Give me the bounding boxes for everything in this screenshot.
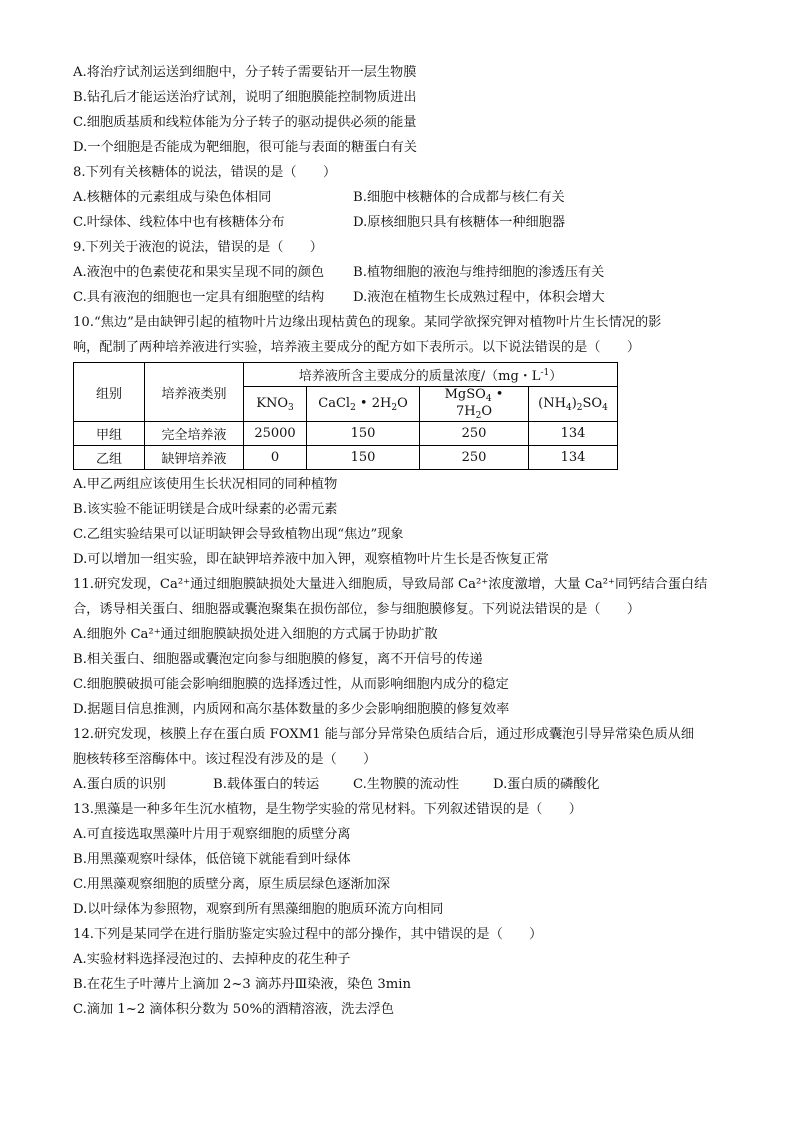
q11-option-c: C.细胞膜破损可能会影响细胞膜的选择透过性，从而影响细胞内成分的稳定 <box>73 677 509 692</box>
q8-options-row1 <box>73 185 733 210</box>
q9-stem: 9.下列关于液泡的说法，错误的是（ ） <box>73 240 323 255</box>
q10-option-b: B.该实验不能证明镁是合成叶绿素的必需元素 <box>73 502 338 517</box>
q9-option-a: A.液泡中的色素使花和果实呈现不同的颜色 <box>73 265 325 280</box>
exam-page <box>73 60 733 1022</box>
q10-option-c: C.乙组实验结果可以证明缺钾会导致植物出现“焦边”现象 <box>73 527 404 542</box>
table-header-kno3: $KNO_3$ <box>244 387 307 422</box>
table-cell: 乙组 <box>74 446 145 470</box>
table-header-concentration: 培养液所含主要成分的质量浓度/（mg・$L^{-1}$） <box>244 363 618 387</box>
q11-option-a: A.细胞外 Ca²⁺通过细胞膜缺损处进入细胞的方式属于协助扩散 <box>73 627 438 642</box>
table-header-mgso4: MgSO$_4$ • $7H_2O$ <box>420 387 529 422</box>
q8-option-d: D.原核细胞只具有核糖体一种细胞器 <box>353 215 566 230</box>
table-header-cacl2: CaCl$_2$ • $2H_2O$ <box>307 387 420 422</box>
q7-option-c: C.细胞质基质和线粒体能为分子转子的驱动提供必须的能量 <box>73 115 417 130</box>
q8-option-c: C.叶绿体、线粒体中也有核糖体分布 <box>73 215 285 230</box>
table-cell: 缺钾培养液 <box>145 446 244 470</box>
q11-stem-line2: 合，诱导相关蛋白、细胞器或囊泡聚集在损伤部位，参与细胞膜修复。下列说法错误的是（ ） <box>73 602 641 617</box>
q14-option-a: A.实验材料选择浸泡过的、去掉种皮的花生种子 <box>73 952 351 967</box>
table-cell: 150 <box>307 446 420 470</box>
table-cell: 134 <box>529 422 618 446</box>
table-cell: 完全培养液 <box>145 422 244 446</box>
q9-options-row2 <box>73 285 733 310</box>
q10-option-a: A.甲乙两组应该使用生长状况相同的同种植物 <box>73 477 338 492</box>
table-cell: 250 <box>420 446 529 470</box>
q10-nutrient-table <box>73 362 618 470</box>
table-cell: 0 <box>244 446 307 470</box>
q12-stem-line2: 胞核转移至溶酶体中。该过程没有涉及的是（ ） <box>73 752 377 767</box>
q12-option-d: D.蛋白质的磷酸化 <box>493 777 600 792</box>
table-cell: 25000 <box>244 422 307 446</box>
q8-option-a: A.核糖体的元素组成与染色体相同 <box>73 190 272 205</box>
q12-option-a: A.蛋白质的识别 <box>73 777 166 792</box>
q14-stem: 14.下列是某同学在进行脂肪鉴定实验过程中的部分操作，其中错误的是（ ） <box>73 927 543 942</box>
q8-option-b: B.细胞中核糖体的合成都与核仁有关 <box>353 190 565 205</box>
q12-options <box>73 772 733 797</box>
table-cell: 150 <box>307 422 420 446</box>
q12-option-b: B.载体蛋白的转运 <box>213 777 320 792</box>
table-header-type: 培养液类别 <box>145 363 244 422</box>
table-cell: 甲组 <box>74 422 145 446</box>
table-cell: 250 <box>420 422 529 446</box>
q11-option-d: D.据题目信息推测，内质网和高尔基体数量的多少会影响细胞膜的修复效率 <box>73 702 510 717</box>
table-row <box>74 422 618 446</box>
q10-stem-line1: 10.“焦边”是由缺钾引起的植物叶片边缘出现枯黄色的现象。某同学欲探究钾对植物叶片生长情况的影 <box>73 315 662 330</box>
q9-option-c: C.具有液泡的细胞也一定具有细胞壁的结构 <box>73 290 325 305</box>
q8-options-row2 <box>73 210 733 235</box>
table-cell: 134 <box>529 446 618 470</box>
q7-option-a: A.将治疗试剂运送到细胞中，分子转子需要钻开一层生物膜 <box>73 65 417 80</box>
q12-stem-line1: 12.研究发现，核膜上存在蛋白质 FOXM1 能与部分异常染色质结合后，通过形成囊泡引导异常染色质从细 <box>73 727 695 742</box>
table-header-nh42so4: $(NH_4)_2SO_4$ <box>529 387 618 422</box>
q9-options-row1 <box>73 260 733 285</box>
q11-stem-line1: 11.研究发现，Ca²⁺通过细胞膜缺损处大量进入细胞质，导致局部 Ca²⁺浓度激增，大量 Ca²⁺同钙结合蛋白结 <box>73 577 708 592</box>
q9-option-b: B.植物细胞的液泡与维持细胞的渗透压有关 <box>353 265 605 280</box>
q14-option-c: C.滴加 1~2 滴体积分数为 50%的酒精溶液，洗去浮色 <box>73 1002 394 1017</box>
q13-option-d: D.以叶绿体为参照物，观察到所有黑藻细胞的胞质环流方向相同 <box>73 902 444 917</box>
q14-option-b: B.在花生子叶薄片上滴加 2~3 滴苏丹Ⅲ染液，染色 3min <box>73 977 411 992</box>
q12-option-c: C.生物膜的流动性 <box>353 777 460 792</box>
q8-stem: 8.下列有关核糖体的说法，错误的是（ ） <box>73 165 337 180</box>
q13-stem: 13.黑藻是一种多年生沉水植物，是生物学实验的常见材料。下列叙述错误的是（ ） <box>73 802 582 817</box>
q7-option-d: D.一个细胞是否能成为靶细胞，很可能与表面的糖蛋白有关 <box>73 140 417 155</box>
q10-option-d: D.可以增加一组实验，即在缺钾培养液中加入钾，观察植物叶片生长是否恢复正常 <box>73 552 549 567</box>
table-header-group: 组别 <box>74 363 145 422</box>
q11-option-b: B.相关蛋白、细胞器或囊泡定向参与细胞膜的修复，离不开信号的传递 <box>73 652 483 667</box>
q13-option-a: A.可直接选取黑藻叶片用于观察细胞的质壁分离 <box>73 827 351 842</box>
table-row <box>74 446 618 470</box>
q7-option-b: B.钻孔后才能运送治疗试剂，说明了细胞膜能控制物质进出 <box>73 90 417 105</box>
q13-option-b: B.用黑藻观察叶绿体，低倍镜下就能看到叶绿体 <box>73 852 351 867</box>
q9-option-d: D.液泡在植物生长成熟过程中，体积会增大 <box>353 290 605 305</box>
q10-stem-line2: 响，配制了两种培养液进行实验，培养液主要成分的配方如下表所示。以下说法错误的是（ ） <box>73 340 641 355</box>
q13-option-c: C.用黑藻观察细胞的质壁分离，原生质层绿色逐渐加深 <box>73 877 391 892</box>
